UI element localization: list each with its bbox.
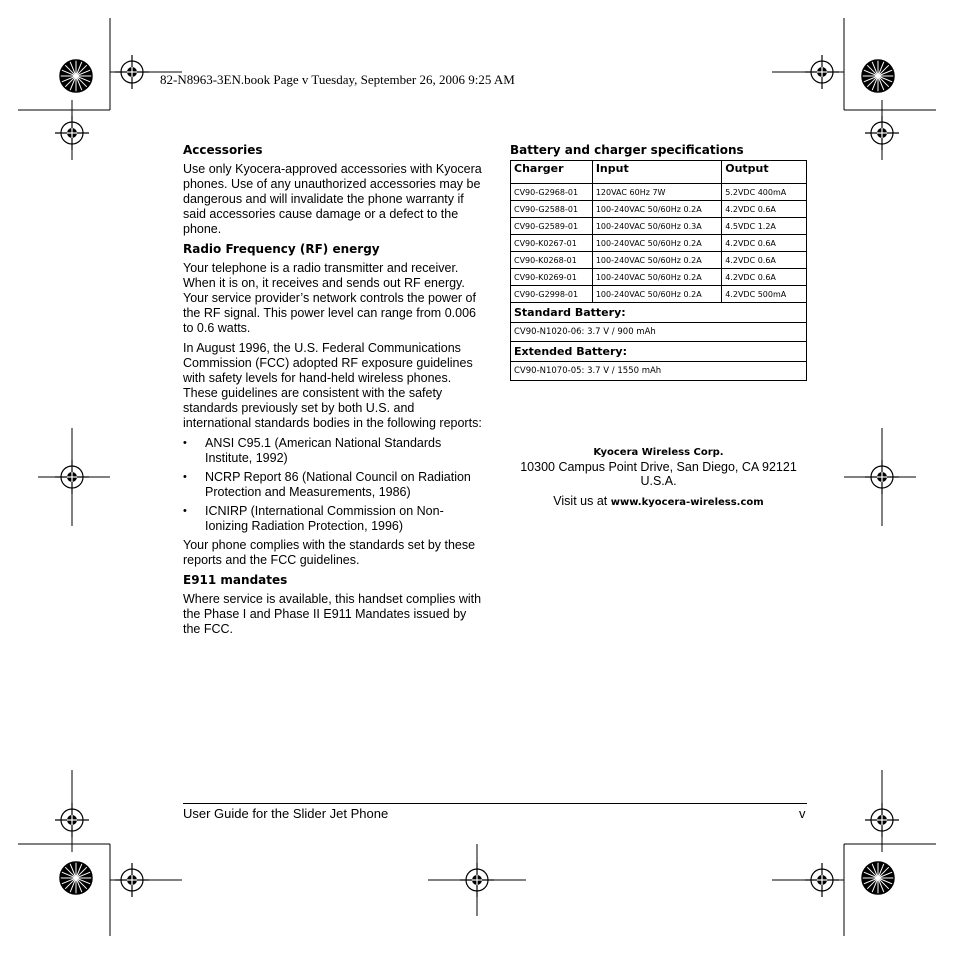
country: U.S.A. [640, 474, 677, 488]
table-row [511, 218, 807, 235]
cell-charger: CV90-K0269-01 [511, 269, 593, 286]
company-address [510, 446, 807, 510]
company-name: Kyocera Wireless Corp. [593, 447, 724, 458]
table-row [511, 286, 807, 303]
rf-paragraph-2: In August 1996, the U.S. Federal Communications Commission (FCC) adopted RF exposure guidelines with safety levels for hand-held wireless phones. These guidelines are consistent with the safety standards previously set by both U.S. and international standards bodies in the following reports: [183, 341, 482, 430]
table-row [511, 362, 807, 381]
standard-battery-label: Standard Battery: [511, 303, 807, 323]
cell-charger: CV90-K0268-01 [511, 252, 593, 269]
standard-battery-value: CV90-N1020-06: 3.7 V / 900 mAh [511, 323, 807, 342]
cell-output: 4.2VDC 0.6A [722, 201, 807, 218]
left-column [183, 143, 483, 642]
extended-battery-value: CV90-N1070-05: 3.7 V / 1550 mAh [511, 362, 807, 381]
cell-input: 100-240VAC 50/60Hz 0.2A [592, 252, 721, 269]
cell-output: 4.5VDC 1.2A [722, 218, 807, 235]
reports-list [183, 436, 483, 534]
table-row [511, 184, 807, 201]
col-header-charger: Charger [511, 161, 593, 184]
website-link[interactable]: www.kyocera-wireless.com [610, 497, 764, 508]
bullet: • [183, 437, 187, 449]
table-row [511, 303, 807, 323]
bullet: • [183, 505, 187, 517]
col-header-output: Output [722, 161, 807, 184]
right-column [510, 143, 810, 381]
cell-output: 4.2VDC 0.6A [722, 252, 807, 269]
cell-charger: CV90-G2588-01 [511, 201, 593, 218]
visit-line [510, 494, 807, 510]
col-header-input: Input [592, 161, 721, 184]
e911-heading: E911 mandates [183, 573, 288, 587]
cell-input: 100-240VAC 50/60Hz 0.3A [592, 218, 721, 235]
list-item [183, 504, 483, 534]
cell-charger: CV90-G2998-01 [511, 286, 593, 303]
e911-body: Where service is available, this handset complies with the Phase I and Phase II E911 Mandates issued by the FCC. [183, 592, 482, 636]
printer-slug: 82-N8963-3EN.book Page v Tuesday, September 26, 2006 9:25 AM [160, 72, 515, 87]
cell-input: 100-240VAC 50/60Hz 0.2A [592, 201, 721, 218]
cell-output: 4.2VDC 0.6A [722, 235, 807, 252]
report-text: NCRP Report 86 (National Council on Radiation Protection and Measurements, 1986) [205, 470, 471, 499]
cell-charger: CV90-G2968-01 [511, 184, 593, 201]
cell-output: 4.2VDC 500mA [722, 286, 807, 303]
table-row [511, 323, 807, 342]
rf-heading: Radio Frequency (RF) energy [183, 242, 380, 256]
list-item [183, 436, 483, 466]
cell-input: 100-240VAC 50/60Hz 0.2A [592, 269, 721, 286]
extended-battery-label: Extended Battery: [511, 342, 807, 362]
accessories-body: Use only Kyocera-approved accessories with Kyocera phones. Use of any unauthorized accessories may be dangerous and will invalidate the phone warranty if said accessories cause damage or a defect to the phone. [183, 162, 482, 236]
bullet: • [183, 471, 187, 483]
rf-paragraph-3: Your phone complies with the standards set by these reports and the FCC guidelines. [183, 538, 476, 567]
cell-output: 5.2VDC 400mA [722, 184, 807, 201]
cell-input: 100-240VAC 50/60Hz 0.2A [592, 235, 721, 252]
cell-output: 4.2VDC 0.6A [722, 269, 807, 286]
table-row [511, 342, 807, 362]
report-text: ANSI C95.1 (American National Standards Institute, 1992) [205, 436, 442, 465]
visit-prefix: Visit us at [553, 494, 611, 508]
specs-table [510, 160, 807, 381]
cell-input: 100-240VAC 50/60Hz 0.2A [592, 286, 721, 303]
table-header-row [511, 161, 807, 184]
cell-charger: CV90-G2589-01 [511, 218, 593, 235]
accessories-heading: Accessories [183, 143, 263, 157]
footer-title: User Guide for the Slider Jet Phone [183, 806, 389, 821]
list-item [183, 470, 483, 500]
street-address: 10300 Campus Point Drive, San Diego, CA 92121 [520, 460, 797, 474]
rf-paragraph-1: Your telephone is a radio transmitter and receiver. When it is on, it receives and sends out RF energy. Your service provider’s network controls the power of the RF signal. This power level can range from 0.006 to 0.6 watts. [183, 261, 476, 335]
table-row [511, 235, 807, 252]
cell-charger: CV90-K0267-01 [511, 235, 593, 252]
table-row [511, 201, 807, 218]
table-row [511, 252, 807, 269]
report-text: ICNIRP (International Commission on Non-Ionizing Radiation Protection, 1996) [205, 504, 444, 533]
page-number: v [799, 806, 806, 821]
cell-input: 120VAC 60Hz 7W [592, 184, 721, 201]
table-row [511, 269, 807, 286]
specs-heading: Battery and charger specifications [510, 143, 744, 157]
footer-rule [183, 803, 807, 804]
